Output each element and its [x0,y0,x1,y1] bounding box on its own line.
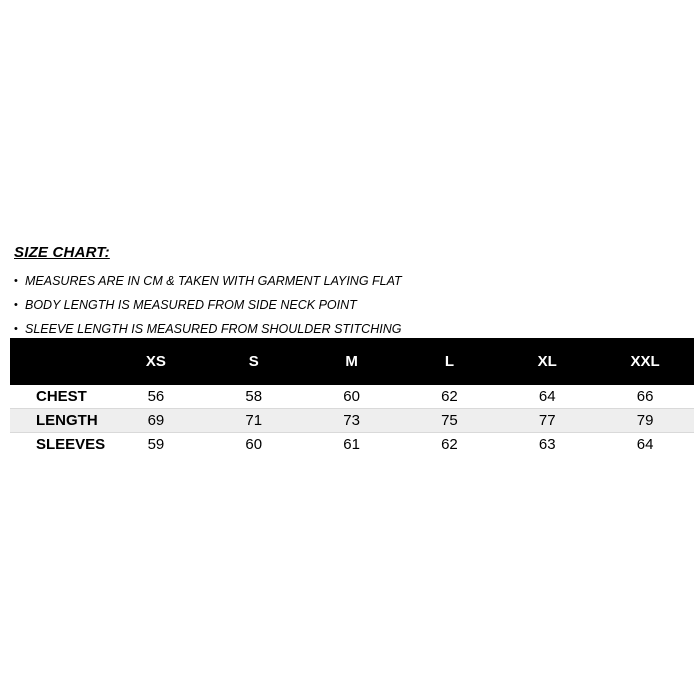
size-chart-title: SIZE CHART: [14,244,110,261]
size-table [10,338,694,456]
table-cell: 79 [596,409,694,433]
bullet-icon: • [14,323,18,335]
note-text: BODY LENGTH IS MEASURED FROM SIDE NECK POINT [25,298,357,312]
row-label-chest: CHEST [36,388,87,405]
bullet-icon: • [14,275,18,287]
header-cell-m: M [303,338,401,385]
table-cell: 60 [343,388,360,405]
table-row-length [10,409,694,433]
table-cell: 66 [636,388,654,405]
table-cell: 58 [245,388,263,405]
header-cell-xxl: XXL [596,338,694,385]
table-cell: 77 [498,409,596,433]
note-text: SLEEVE LENGTH IS MEASURED FROM SHOULDER STITCHING [25,322,402,336]
header-cell-xl: XL [498,338,596,385]
header-cell-empty [10,338,107,385]
header-cell-xs: XS [107,338,205,385]
table-cell: 64 [538,388,556,405]
table-cell: 56 [147,388,165,405]
note-item [14,272,402,296]
table-cell: 62 [441,436,458,453]
table-cell: 73 [303,409,401,433]
table-cell: 60 [245,436,263,453]
row-label-sleeves: SLEEVES [36,436,106,453]
table-row-chest [10,385,694,409]
note-text: MEASURES ARE IN CM & TAKEN WITH GARMENT LAYING FLAT [25,274,402,288]
table-cell: 59 [147,436,165,453]
table-cell: 75 [401,409,499,433]
bullet-icon: • [14,299,18,311]
table-cell: 63 [538,436,556,453]
table-cell: 62 [441,388,458,405]
header-cell-l: L [401,338,499,385]
table-row-sleeves [10,433,694,457]
note-item [14,296,402,320]
row-label-length: LENGTH [10,409,107,433]
table-header-row [10,338,694,385]
table-cell: 69 [107,409,205,433]
table-cell: 64 [636,436,654,453]
table-cell: 61 [343,436,360,453]
table-cell: 71 [205,409,303,433]
notes-list [14,272,402,344]
header-cell-s: S [205,338,303,385]
